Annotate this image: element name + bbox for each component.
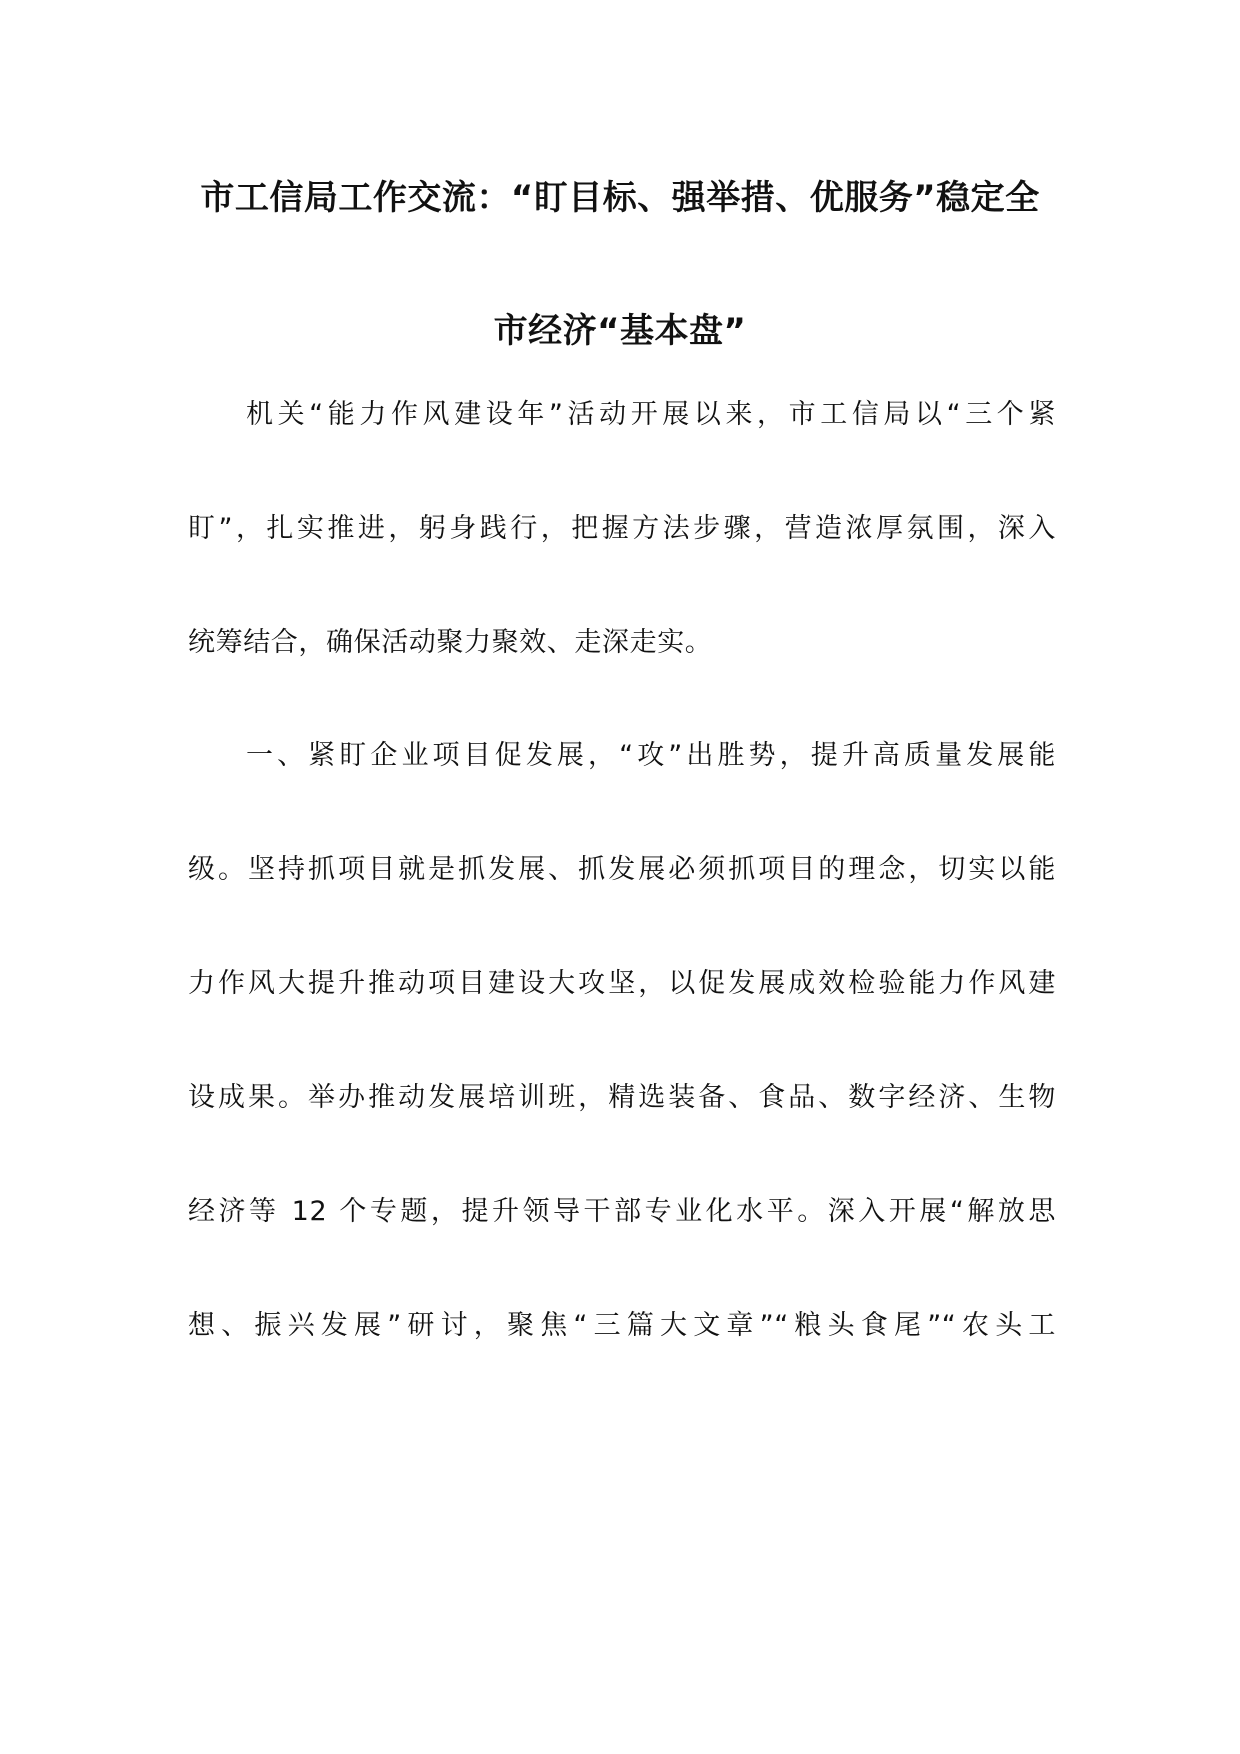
paragraph-1-line-3: 统筹结合，确保活动聚力聚效、走深走实。 (188, 627, 713, 658)
paragraph-2-line-3: 力作风大提升推动项目建设大攻坚，以促发展成效检验能力作风建 (188, 968, 1056, 999)
paragraph-1-line-1: 机关“能力作风建设年”活动开展以来，市工信局以“三个紧 (246, 399, 1056, 430)
paragraph-1-line-2: 盯”，扎实推进，躬身践行，把握方法步骤，营造浓厚氛围，深入 (188, 513, 1056, 544)
document-title-line-2: 市经济“基本盘” (493, 311, 747, 351)
paragraph-2-line-1: 一、紧盯企业项目促发展，“攻”出胜势，提升高质量发展能 (246, 740, 1056, 771)
paragraph-2-line-4: 设成果。举办推动发展培训班，精选装备、食品、数字经济、生物 (188, 1082, 1056, 1113)
document-title-line-1: 市工信局工作交流：“盯目标、强举措、优服务”稳定全 (200, 178, 1040, 218)
paragraph-2-line-2: 级。坚持抓项目就是抓发展、抓发展必须抓项目的理念，切实以能 (188, 854, 1056, 885)
paragraph-2-line-5: 经济等 12 个专题，提升领导干部专业化水平。深入开展“解放思 (188, 1196, 1056, 1227)
paragraph-2-line-6: 想、振兴发展”研讨，聚焦“三篇大文章”“粮头食尾”“农头工 (188, 1310, 1056, 1341)
